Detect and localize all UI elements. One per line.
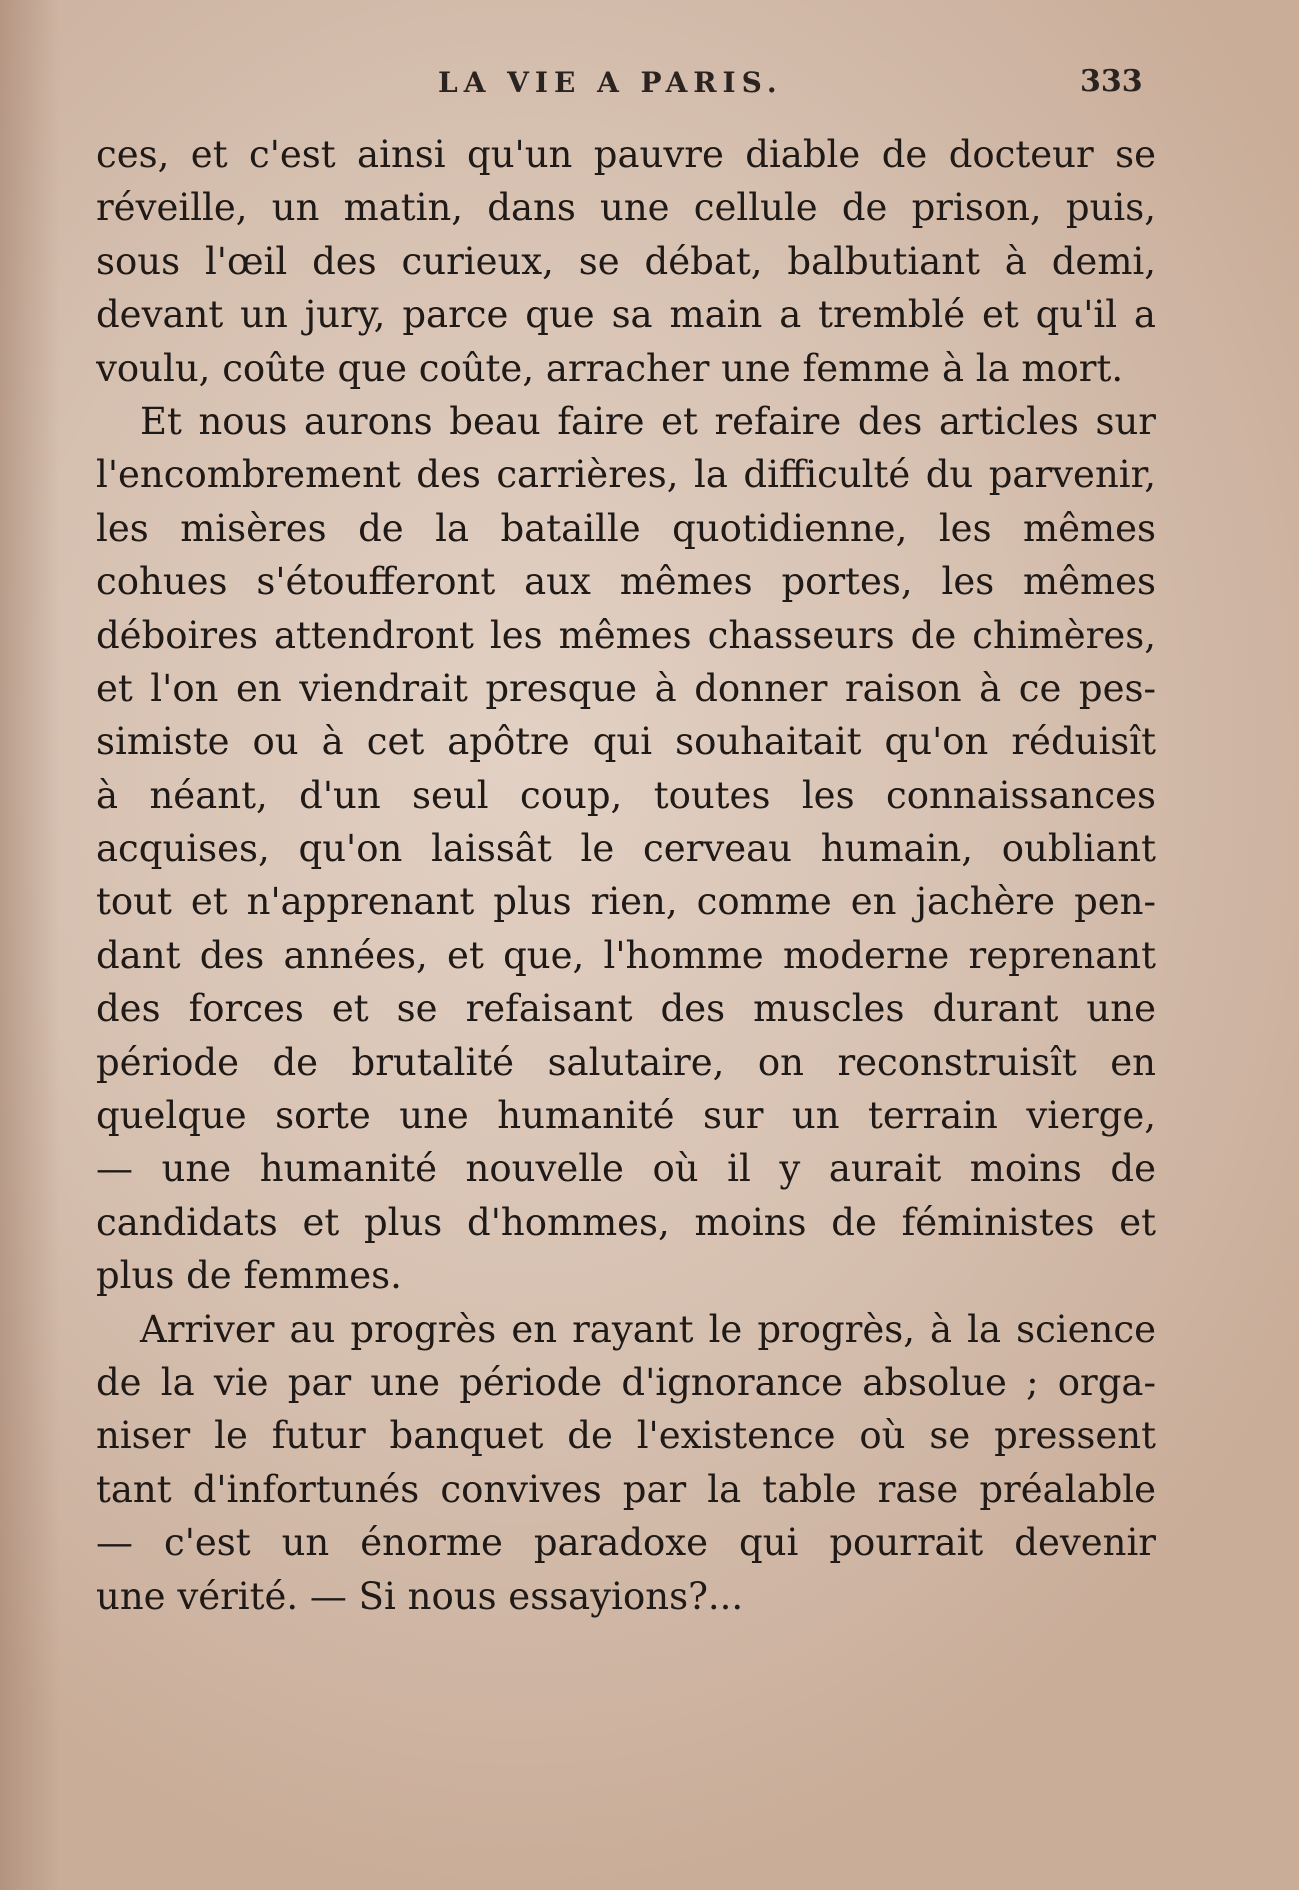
text-line: simiste ou à cet apôtre qui souhaitait qu'on réduisît: [96, 720, 1156, 764]
text-line: des forces et se refaisant des muscles durant une: [96, 987, 1156, 1031]
text-line: les misères de la bataille quotidienne, les mêmes: [96, 506, 1156, 550]
text-line: ces, et c'est ainsi qu'un pauvre diable de docteur se: [96, 133, 1156, 176]
text-line: voulu, coûte que coûte, arracher une femme à la mort.: [96, 346, 1124, 390]
text-line: Arriver au progrès en rayant le progrès, à la science: [140, 1307, 1156, 1351]
body-text: [96, 128, 1156, 1623]
text-line: de la vie par une période d'ignorance absolue ; orga-: [96, 1360, 1156, 1404]
text-line: sous l'œil des curieux, se débat, balbutiant à demi,: [96, 239, 1156, 283]
running-title: LA VIE A PARIS.: [438, 66, 783, 99]
text-line: Et nous aurons beau faire et refaire des articles sur: [140, 399, 1156, 443]
text-line: candidats et plus d'hommes, moins de féministes et: [96, 1200, 1156, 1244]
page-gutter-shadow: [0, 0, 60, 1890]
text-line: l'encombrement des carrières, la difficulté du parvenir,: [96, 453, 1156, 497]
text-line: acquises, qu'on laissât le cerveau humain, oubliant: [96, 827, 1156, 871]
text-line: dant des années, et que, l'homme moderne reprenant: [96, 933, 1156, 977]
text-line: à néant, d'un seul coup, toutes les connaissances: [96, 773, 1156, 817]
text-line: quelque sorte une humanité sur un terrain vierge,: [96, 1094, 1156, 1138]
page-number: 333: [1080, 64, 1143, 99]
text-line: cohues s'étoufferont aux mêmes portes, les mêmes: [96, 560, 1156, 604]
text-line: devant un jury, parce que sa main a tremblé et qu'il a: [96, 293, 1156, 337]
text-line: une vérité. — Si nous essayions?...: [96, 1574, 744, 1618]
text-line: et l'on en viendrait presque à donner raison à ce pes-: [96, 666, 1156, 710]
text-line: déboires attendront les mêmes chasseurs de chimères,: [96, 613, 1156, 657]
text-line: niser le futur banquet de l'existence où se pressent: [96, 1414, 1156, 1458]
text-line: plus de femmes.: [96, 1254, 402, 1298]
text-line: période de brutalité salutaire, on reconstruisît en: [96, 1040, 1156, 1084]
text-line: tant d'infortunés convives par la table rase préalable: [96, 1467, 1156, 1511]
page-header: [0, 66, 1299, 110]
text-line: — c'est un énorme paradoxe qui pourrait devenir: [96, 1521, 1156, 1565]
text-line: — une humanité nouvelle où il y aurait moins de: [96, 1147, 1156, 1191]
text-line: réveille, un matin, dans une cellule de prison, puis,: [96, 186, 1156, 230]
text-line: tout et n'apprenant plus rien, comme en jachère pen-: [96, 880, 1156, 924]
